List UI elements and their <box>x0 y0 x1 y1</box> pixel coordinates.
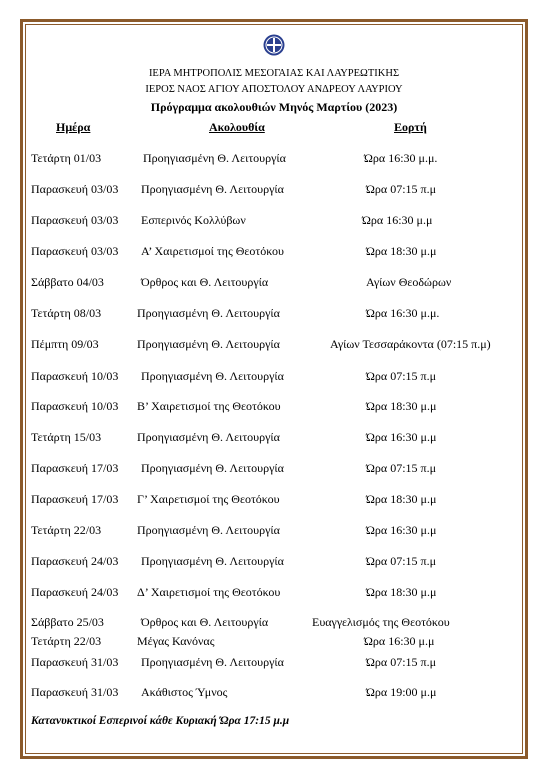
row-service: Δ’ Χαιρετισμοί της Θεοτόκου <box>137 585 281 599</box>
row-feast: Ώρα 16:30 μ.μ. <box>366 306 440 320</box>
row-feast: Ώρα 07:15 π.μ <box>366 655 437 669</box>
row-day: Παρασκευή 03/03 <box>31 244 119 258</box>
row-feast: Ώρα 18:30 μ.μ <box>366 399 437 413</box>
row-service: Όρθρος και Θ. Λειτουργία <box>141 275 269 289</box>
row-day: Σάββατο 25/03 <box>31 615 104 629</box>
row-feast: Ώρα 16:30 μ.μ <box>362 213 433 227</box>
row-service: Προηγιασμένη Θ. Λειτουργία <box>141 655 284 669</box>
row-day: Παρασκευή 31/03 <box>31 655 119 669</box>
row-service: Προηγιασμένη Θ. Λειτουργία <box>137 523 280 537</box>
column-header-service: Ακολουθία <box>209 120 265 134</box>
row-feast: Ώρα 07:15 π.μ <box>366 461 437 475</box>
row-service: Γ’ Χαιρετισμοί της Θεοτόκου <box>137 492 280 506</box>
row-feast: Ευαγγελισμός της Θεοτόκου <box>312 615 450 629</box>
row-day: Τετάρτη 15/03 <box>31 430 102 444</box>
row-feast: Ώρα 07:15 π.μ <box>366 182 437 196</box>
page-title: Πρόγραμμα ακολουθιών Μηνός Μαρτίου (2023) <box>150 100 398 114</box>
row-day: Τετάρτη 22/03 <box>31 634 102 648</box>
row-day: Παρασκευή 17/03 <box>31 461 119 475</box>
row-service: Μέγας Κανόνας <box>137 634 215 648</box>
row-service: Προηγιασμένη Θ. Λειτουργία <box>141 554 284 568</box>
row-service: Β’ Χαιρετισμοί της Θεοτόκου <box>137 399 281 413</box>
row-day: Παρασκευή 24/03 <box>31 585 119 599</box>
row-feast: Ώρα 07:15 π.μ <box>366 369 437 383</box>
row-day: Παρασκευή 31/03 <box>31 685 119 699</box>
row-day: Πέμπτη 09/03 <box>31 337 99 351</box>
row-day: Σάββατο 04/03 <box>31 275 104 289</box>
row-feast: Ώρα 16:30 μ.μ. <box>364 151 438 165</box>
row-day: Τετάρτη 01/03 <box>31 151 102 165</box>
row-service: Προηγιασμένη Θ. Λειτουργία <box>137 337 280 351</box>
row-service: Προηγιασμένη Θ. Λειτουργία <box>137 430 280 444</box>
row-feast: Αγίων Θεοδώρων <box>366 275 452 289</box>
row-service: Προηγιασμένη Θ. Λειτουργία <box>143 151 286 165</box>
row-service: Όρθρος και Θ. Λειτουργία <box>141 615 269 629</box>
row-service: Εσπερινός Κολλύβων <box>141 213 246 227</box>
row-feast: Ώρα 16:30 μ.μ <box>364 634 435 648</box>
row-service: Προηγιασμένη Θ. Λειτουργία <box>141 461 284 475</box>
row-feast: Ώρα 16:30 μ.μ <box>366 523 437 537</box>
row-feast: Ώρα 18:30 μ.μ <box>366 585 437 599</box>
row-day: Παρασκευή 10/03 <box>31 399 119 413</box>
column-header-feast: Εορτή <box>394 120 427 134</box>
row-service: Προηγιασμένη Θ. Λειτουργία <box>141 182 284 196</box>
footer-note: Κατανυκτικοί Εσπερινοί κάθε Κυριακή Ώρα 17:15 μ.μ <box>31 715 290 727</box>
row-day: Παρασκευή 03/03 <box>31 182 119 196</box>
row-day: Παρασκευή 10/03 <box>31 369 119 383</box>
column-header-day: Ημέρα <box>56 120 91 134</box>
church-name: ΙΕΡΟΣ ΝΑΟΣ ΑΓΙΟΥ ΑΠΟΣΤΟΛΟΥ ΑΝΔΡΕΟΥ ΛΑΥΡΙΟΥ <box>145 84 403 95</box>
row-feast: Ώρα 18:30 μ.μ <box>366 492 437 506</box>
metropolis-name: ΙΕΡΑ ΜΗΤΡΟΠΟΛΙΣ ΜΕΣΟΓΑΙΑΣ ΚΑΙ ΛΑΥΡΕΩΤΙΚΗΣ <box>148 68 400 79</box>
row-feast: Ώρα 18:30 μ.μ <box>366 244 437 258</box>
row-feast: Ώρα 16:30 μ.μ <box>366 430 437 444</box>
row-service: Α’ Χαιρετισμοί της Θεοτόκου <box>141 244 284 258</box>
row-day: Παρασκευή 24/03 <box>31 554 119 568</box>
row-service: Προηγιασμένη Θ. Λειτουργία <box>141 369 284 383</box>
row-day: Τετάρτη 08/03 <box>31 306 102 320</box>
church-emblem-icon <box>263 34 285 56</box>
row-feast: Ώρα 07:15 π.μ <box>366 554 437 568</box>
row-service: Ακάθιστος Ύμνος <box>141 685 228 699</box>
row-feast: Αγίων Τεσσαράκοντα (07:15 π.μ) <box>330 337 491 351</box>
row-service: Προηγιασμένη Θ. Λειτουργία <box>137 306 280 320</box>
row-day: Τετάρτη 22/03 <box>31 523 102 537</box>
row-day: Παρασκευή 03/03 <box>31 213 119 227</box>
row-day: Παρασκευή 17/03 <box>31 492 119 506</box>
row-feast: Ώρα 19:00 μ.μ <box>366 685 437 699</box>
